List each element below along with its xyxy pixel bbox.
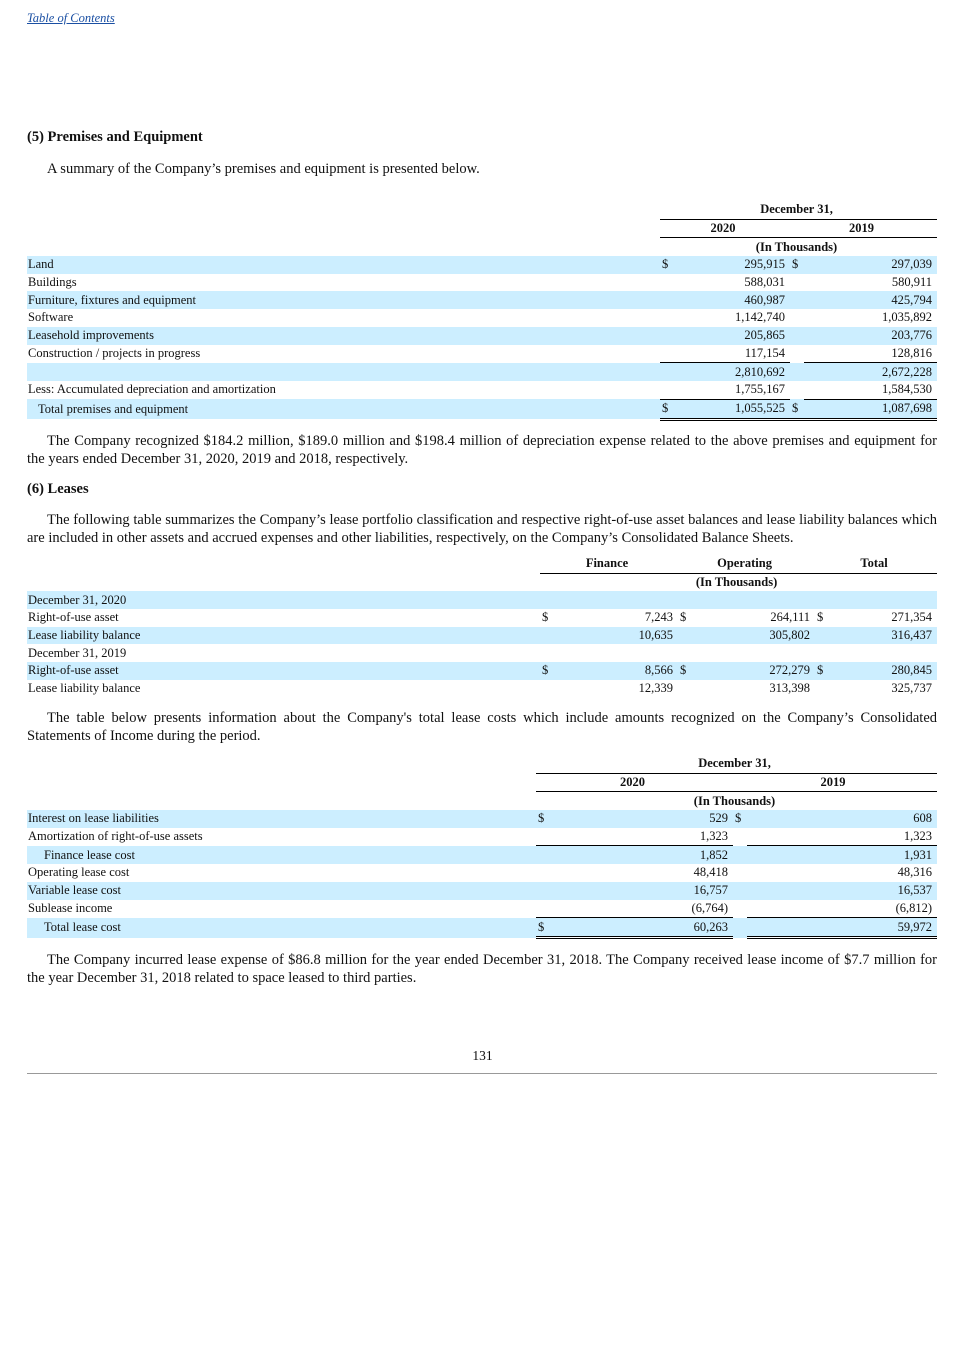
value-2020: 1,323 — [550, 828, 733, 846]
value-2019: 2,672,228 — [804, 363, 937, 381]
total-row — [27, 918, 937, 938]
section-5-heading: (5) Premises and Equipment — [27, 129, 203, 145]
table-row — [27, 274, 937, 292]
value-2019: 1,323 — [747, 828, 937, 846]
value-2020: 48,418 — [693, 865, 728, 880]
table-row — [27, 680, 937, 698]
page-number: 131 — [472, 1048, 493, 1063]
row-label: Furniture, fixtures and equipment — [27, 291, 660, 309]
value-2020: 529 — [550, 810, 733, 828]
value-2020: 1,852 — [550, 846, 733, 864]
row-label: Right-of-use asset — [27, 662, 540, 680]
value-2019: 425,794 — [804, 291, 937, 309]
column-header-2019: 2019 — [790, 219, 937, 238]
period-row — [27, 591, 937, 609]
value-2019: 203,776 — [804, 327, 937, 345]
value-operating: 272,279 — [692, 662, 815, 680]
value-2020: 205,865 — [674, 327, 790, 345]
value-2020: (6,764) — [550, 900, 733, 918]
value-2020: 1,142,740 — [735, 310, 785, 325]
row-label: Leasehold improvements — [27, 327, 660, 345]
row-label: Total premises and equipment — [27, 399, 660, 419]
value-2019: 297,039 — [804, 256, 937, 274]
value-2019: 59,972 — [747, 918, 937, 938]
units-header: (In Thousands) — [693, 793, 776, 808]
value-2019: 128,816 — [804, 345, 937, 363]
table-row — [27, 882, 937, 900]
lease-cost-intro: The table below presents information about the Company's total lease costs which include amounts recognized on the Company’s Consolidated Statements of Income during the period. — [27, 710, 937, 744]
table-row — [27, 381, 937, 399]
row-label: Software — [28, 310, 74, 325]
period-header: December 31, — [660, 201, 937, 219]
row-label: December 31, 2020 — [27, 591, 540, 609]
lease-expense-paragraph: The Company incurred lease expense of $86.8 million for the year ended December 31, 2018. The Company received lease income of $7.7 million for the year December 31, 2018 related to space leased to third parties. — [27, 952, 937, 986]
value-total: 325,737 — [891, 681, 933, 696]
value-2019: 1,931 — [747, 846, 937, 864]
row-label: Buildings — [28, 275, 77, 290]
section-6-heading: (6) Leases — [27, 481, 89, 497]
table-row — [27, 327, 937, 345]
currency-symbol: $ — [790, 399, 804, 419]
currency-symbol: $ — [542, 610, 549, 625]
value-2019: 48,316 — [897, 865, 933, 880]
value-total: 280,845 — [829, 662, 937, 680]
row-label: Land — [27, 256, 660, 274]
currency-symbol: $ — [815, 662, 829, 680]
units-header: (In Thousands) — [695, 575, 778, 590]
lease-cost-table — [27, 755, 937, 939]
column-header-total: Total — [815, 555, 937, 573]
row-label: Sublease income — [28, 901, 113, 916]
currency-symbol: $ — [536, 810, 550, 828]
currency-symbol: $ — [660, 399, 674, 419]
value-2020: 60,263 — [550, 918, 733, 938]
table-row — [27, 662, 937, 680]
row-label: Lease liability balance — [28, 681, 141, 696]
footer-divider — [27, 1073, 937, 1074]
value-total: 316,437 — [829, 627, 937, 645]
value-finance: 10,635 — [554, 627, 678, 645]
column-header-2019: 2019 — [733, 773, 937, 792]
value-2019: 608 — [747, 810, 937, 828]
row-label: Variable lease cost — [27, 882, 536, 900]
row-label: Amortization of right-of-use assets — [28, 829, 203, 844]
currency-symbol: $ — [817, 610, 824, 625]
table-row — [27, 309, 937, 327]
row-label — [27, 363, 660, 381]
depreciation-paragraph: The Company recognized $184.2 million, $189.0 million and $198.4 million of depreciation expense related to the above premises and equipment for the years ended December 31, 2020, 2019 and 2018, respectively. — [27, 433, 937, 467]
subtotal-row — [27, 846, 937, 864]
value-operating: 305,802 — [692, 627, 815, 645]
value-total: 271,354 — [891, 610, 933, 625]
period-header: December 31, — [536, 755, 937, 773]
value-operating: 313,398 — [769, 681, 811, 696]
currency-symbol: $ — [678, 662, 692, 680]
currency-symbol: $ — [680, 610, 687, 625]
row-label: Finance lease cost — [27, 846, 536, 864]
table-row — [27, 627, 937, 645]
row-label: Interest on lease liabilities — [27, 810, 536, 828]
row-label: Total lease cost — [27, 918, 536, 938]
row-label: Operating lease cost — [28, 865, 130, 880]
value-finance: 8,566 — [554, 662, 678, 680]
column-header-2020: 2020 — [660, 219, 790, 238]
value-2020: 588,031 — [744, 275, 785, 290]
value-2020: 2,810,692 — [674, 363, 790, 381]
table-row — [27, 864, 937, 882]
period-row — [27, 644, 937, 662]
total-row — [27, 399, 937, 419]
table-row — [27, 900, 937, 918]
table-row — [27, 345, 937, 363]
section-5-intro: A summary of the Company’s premises and equipment is presented below. — [47, 161, 480, 177]
row-label: Lease liability balance — [27, 627, 540, 645]
currency-symbol: $ — [536, 918, 550, 938]
subtotal-row — [27, 363, 937, 381]
table-row — [27, 810, 937, 828]
currency-symbol: $ — [733, 810, 747, 828]
section-6-intro: The following table summarizes the Company’s lease portfolio classification and respective right-of-use asset balances and lease liability balances which are included in other assets and accrued expenses and other liabilities, respectively, on the Company’s Consolidated Balance Sheets. — [27, 512, 937, 546]
value-2020: 1,755,167 — [674, 381, 790, 399]
value-2020: 16,757 — [550, 882, 733, 900]
value-2020: 460,987 — [674, 291, 790, 309]
row-label: Construction / projects in progress — [28, 346, 201, 361]
table-of-contents-link[interactable]: Table of Contents — [27, 11, 115, 25]
column-header-finance: Finance — [540, 555, 678, 573]
table-row — [27, 828, 937, 846]
value-finance: 12,339 — [638, 681, 674, 696]
currency-symbol: $ — [540, 662, 554, 680]
value-2019: 1,035,892 — [882, 310, 933, 325]
units-header: (In Thousands) — [755, 239, 838, 254]
row-label: Right-of-use asset — [28, 610, 119, 625]
value-finance: 7,243 — [644, 610, 674, 625]
table-row — [27, 256, 937, 274]
column-header-operating: Operating — [678, 555, 815, 573]
lease-portfolio-table — [27, 555, 937, 698]
value-2019: (6,812) — [747, 900, 937, 918]
row-label: Less: Accumulated depreciation and amortization — [28, 382, 276, 397]
value-2019: 580,911 — [891, 275, 933, 290]
column-header-2020: 2020 — [536, 773, 733, 792]
value-2019: 16,537 — [747, 882, 937, 900]
row-label: December 31, 2019 — [28, 645, 127, 660]
currency-symbol: $ — [790, 256, 804, 274]
premises-equipment-table — [27, 201, 937, 421]
value-operating: 264,111 — [770, 610, 811, 625]
table-row — [27, 291, 937, 309]
table-row — [27, 609, 937, 627]
value-2020: 1,055,525 — [674, 399, 790, 419]
currency-symbol: $ — [660, 256, 674, 274]
value-2019: 1,087,698 — [804, 399, 937, 419]
value-2019: 1,584,530 — [804, 381, 937, 399]
value-2020: 295,915 — [674, 256, 790, 274]
value-2020: 117,154 — [674, 345, 790, 363]
